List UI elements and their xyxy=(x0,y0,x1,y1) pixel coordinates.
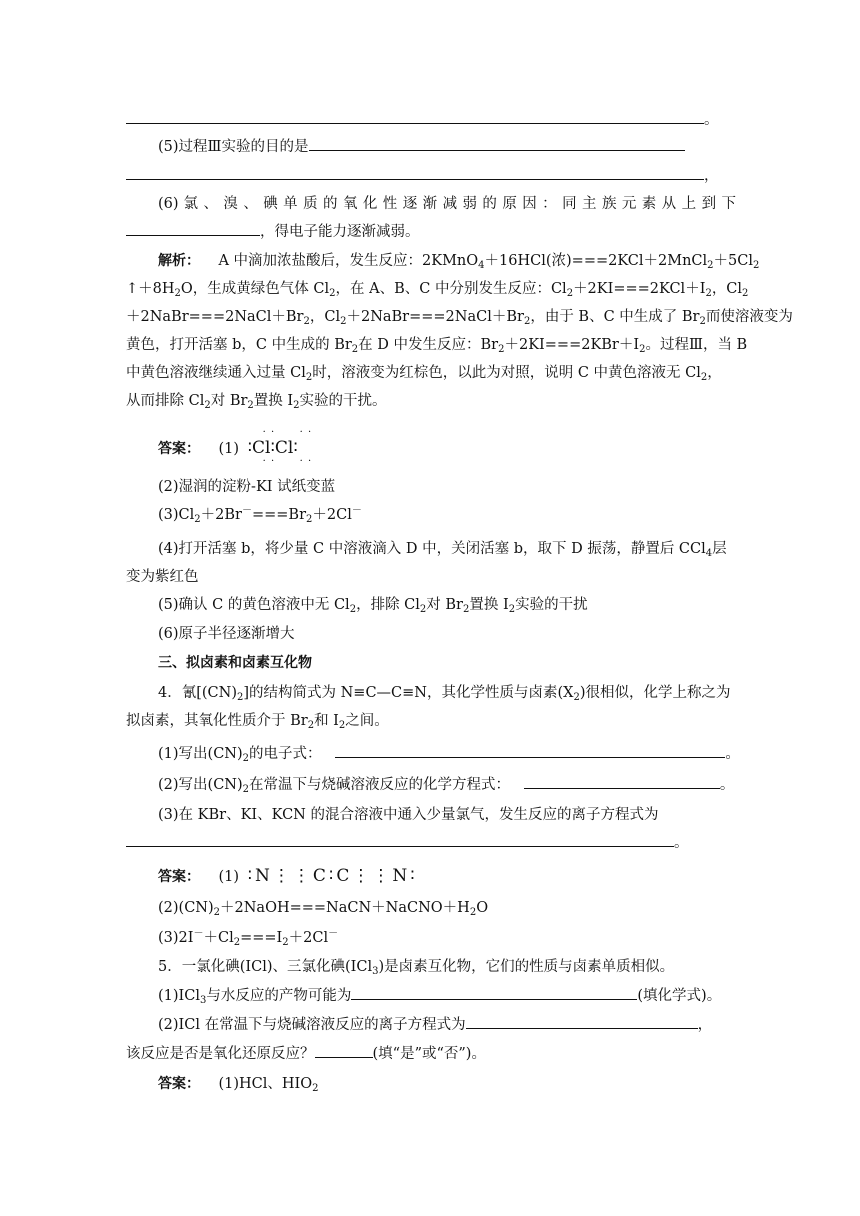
section-heading: 三、拟卤素和卤素互化物 xyxy=(158,655,312,671)
answer-line: (5)确认 C 的黄色溶液中无 $Cl_2$，排除 $Cl_2$对 $Br_2$置换 $I_2$实验的干扰 xyxy=(158,597,588,615)
question-5-line: (5)过程Ⅲ实验的目的是 xyxy=(158,137,734,157)
cn2-electron-formula: ∶N⋮⋮C∶C⋮⋮N∶ xyxy=(247,866,418,886)
question-5c-line: 该反应是否是氧化还原反应？ (填“是”或“否”)。 xyxy=(126,1046,486,1062)
answer-line: (6)原子半径逐渐增大 xyxy=(158,626,295,642)
fill-blank[interactable] xyxy=(351,986,637,1000)
fill-blank[interactable] xyxy=(126,166,704,180)
analysis-line: 中黄色溶液继续通入过量 $Cl_2$时，溶液变为红棕色，以此为对照，说明 C 中黄色溶液无 $Cl_2$， xyxy=(126,365,722,383)
fill-blank[interactable] xyxy=(335,744,725,758)
question-4c-line: (3)在 KBr、KI、KCN 的混合溶液中通入少量氯气，发生反应的离子方程式为 xyxy=(158,807,659,823)
cl2-electron-formula: · · · · ∶Cl∶Cl∶ · · · · xyxy=(247,427,313,467)
question-5a-line: (1)ICl$_3$与水反应的产物可能为 (填化学式)。 xyxy=(158,988,722,1006)
question-4-line: 4．氰$[(CN)_2]$的结构简式为 N≡C—C≡N，其化学性质与卤素$(X_2)$很相似，化学上称之为 xyxy=(158,685,731,703)
fill-blank[interactable] xyxy=(309,137,685,151)
fill-blank[interactable] xyxy=(126,833,674,847)
answer-line: $(3)Cl_2+2Br^-===Br_2+2Cl^-$ xyxy=(158,505,362,525)
answer-blank-line: 。 xyxy=(126,110,734,130)
fill-blank[interactable] xyxy=(126,222,260,236)
answer-blank-line: 。 xyxy=(126,833,734,853)
fill-blank[interactable] xyxy=(524,775,720,789)
analysis-line: $+2NaBr===2NaCl+Br_2$，$Cl_2+2NaBr===2NaCl+Br_2$，由于 B、C 中生成了 $Br_2$而使溶液变为 xyxy=(126,309,793,327)
answer-line: (4)打开活塞 b，将少量 C 中溶液滴入 D 中，关闭活塞 b，取下 D 振荡，静置后 CCl$_4$层 xyxy=(158,541,727,559)
analysis-line: 黄色，打开活塞 b，C 中生成的 $Br_2$在 D 中发生反应：$Br_2+2KI===2KBr+I_2$。过程Ⅲ，当 B xyxy=(126,337,748,355)
analysis-line: 从而排除 $Cl_2$对 $Br_2$置换 $I_2$实验的干扰。 xyxy=(126,393,387,411)
analysis-line: $↑+8H_2O$，生成黄绿色气体 $Cl_2$，在 A、B、C 中分别发生反应：$Cl_2+2KI===2KCl+I_2$，$Cl_2$ xyxy=(126,281,749,299)
answer-line: $(3)2I^-+Cl_2===I_2+2Cl^-$ xyxy=(158,928,339,948)
question-5b-line: (2)ICl 在常温下与烧碱溶液反应的离子方程式为 ， xyxy=(158,1017,713,1033)
question-4-line: 拟卤素，其氧化性质介于 $Br_2$和 $I_2$之间。 xyxy=(126,713,389,731)
fill-blank[interactable] xyxy=(466,1015,698,1029)
fill-blank[interactable] xyxy=(315,1044,373,1058)
question-5x-line: 5．一氯化碘(ICl)、三氯化碘(ICl$_3$)是卤素互化物，它们的性质与卤素单质相似。 xyxy=(158,959,675,977)
fill-blank[interactable] xyxy=(126,110,704,124)
answer-line: 变为紫红色 xyxy=(126,569,199,585)
question-4b-line: (2)写出$(CN)_2$在常温下与烧碱溶液反应的化学方程式： 。 xyxy=(158,777,735,795)
question-4a-line: (1)写出$(CN)_2$的电子式： 。 xyxy=(158,746,740,764)
answer-line: 答案： (1) · · · · ∶Cl∶Cl∶ · · · · xyxy=(158,427,313,467)
analysis-line: 解析： A 中滴加浓盐酸后，发生反应：2KMnO$_4$＋16HCl(浓)$===2KCl+2MnCl_2+5Cl_2$ xyxy=(158,253,760,271)
question-6-line: (6) 氯 、 溴 、 碘 单 质 的 氧 化 性 逐 渐 减 弱 的 原 因 ： 同 主 族 元 素 从 上 到 下 xyxy=(158,196,736,212)
answer-line: 答案： (1)HCl、$HIO_2$ xyxy=(158,1076,319,1094)
question-6-line2: ，得电子能力逐渐减弱。 xyxy=(126,222,734,242)
answer-line: 答案： (1) ∶N⋮⋮C∶C⋮⋮N∶ xyxy=(158,866,418,886)
answer-line: (2)湿润的淀粉-KI 试纸变蓝 xyxy=(158,479,336,495)
answer-blank-line: ， xyxy=(126,166,734,186)
answer-line: $(2)(CN)_2+2NaOH===NaCN+NaCNO+H_2O$ xyxy=(158,900,489,918)
